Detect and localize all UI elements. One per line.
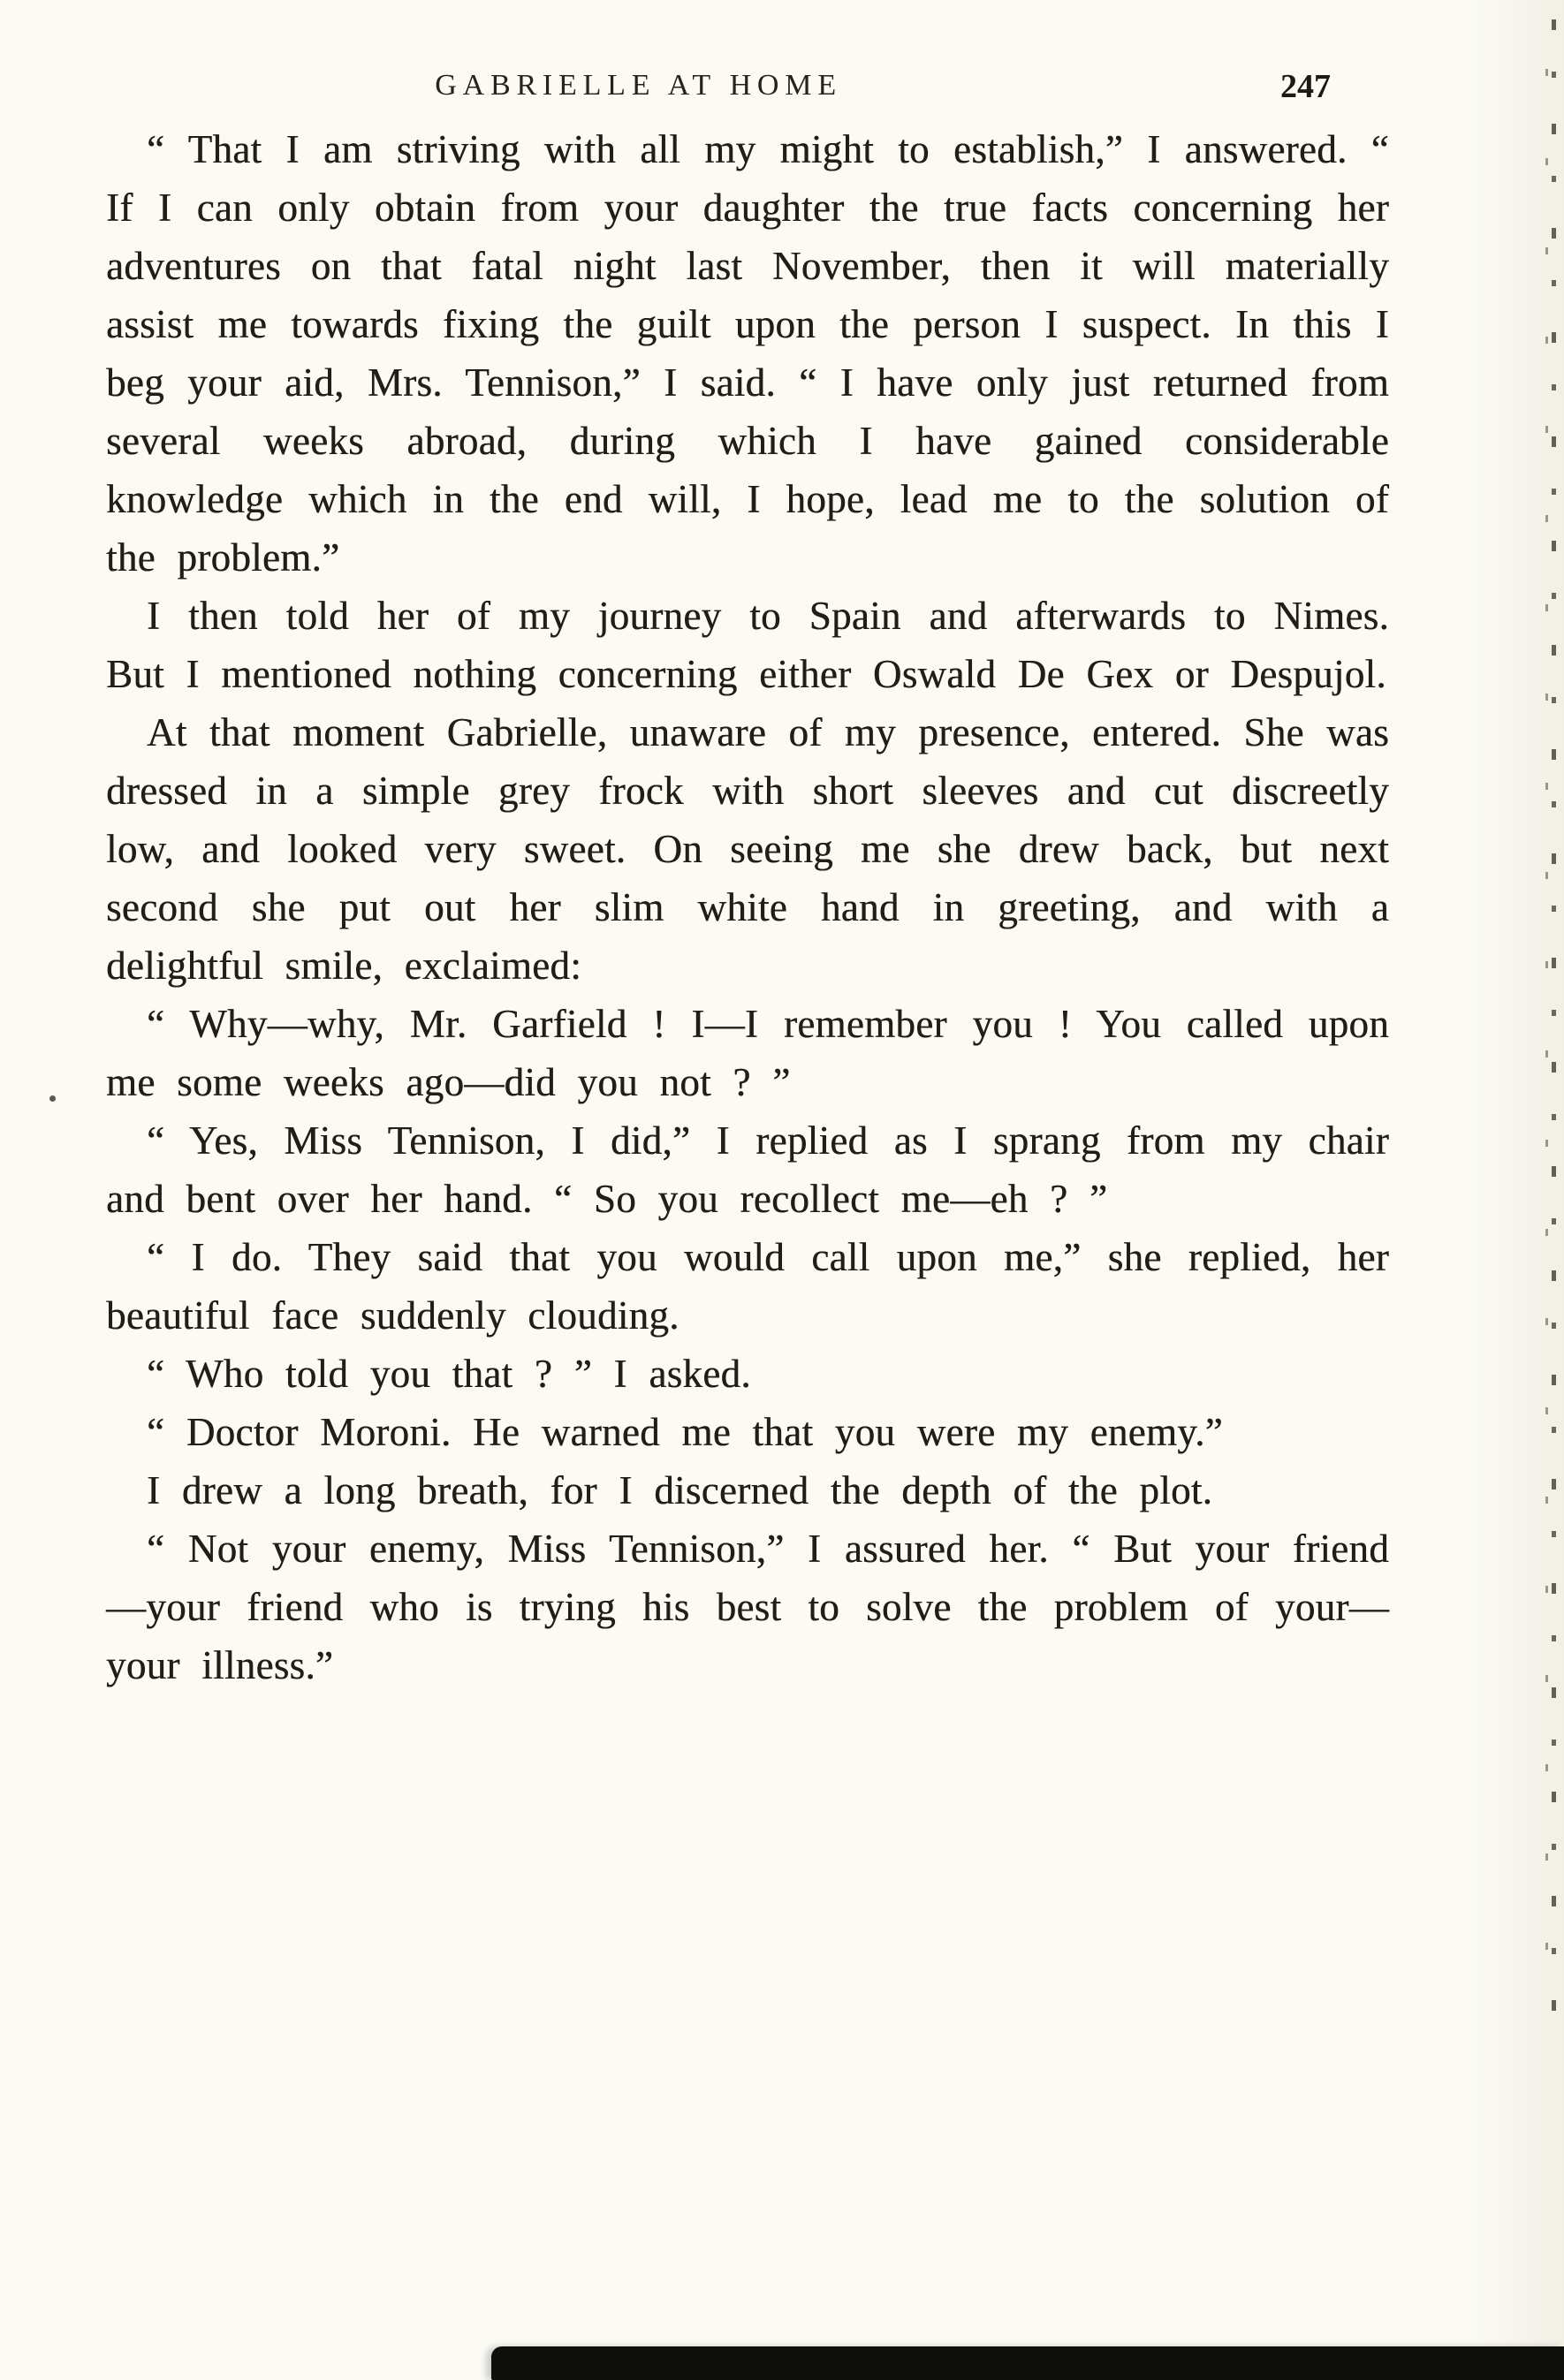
paragraph-9: I drew a long breath, for I discerned the depth of the plot. bbox=[147, 1468, 1213, 1512]
scan-noise-right-edge-secondary bbox=[1545, 39, 1548, 2018]
page-number: 247 bbox=[1280, 68, 1331, 105]
text-block bbox=[106, 67, 1389, 1694]
paragraph-4: “ Why—why, Mr. Garfield ! I—I remember you ! You called upon me some weeks ago—did you not ? ” bbox=[106, 1002, 1389, 1104]
paragraph-7: “ Who told you that ? ” I asked. bbox=[147, 1352, 751, 1396]
paragraph-8: “ Doctor Moroni. He warned me that you were my enemy.” bbox=[147, 1410, 1223, 1454]
scan-artifact-bottom-bar bbox=[491, 2346, 1564, 2380]
paragraph-5: “ Yes, Miss Tennison, I did,” I replied as I sprang from my chair and bent over her hand. “ So you recollect me—eh ? ” bbox=[106, 1118, 1389, 1221]
scan-speck bbox=[49, 1095, 56, 1102]
scan-noise-right-edge bbox=[1552, 19, 1556, 2043]
page-header bbox=[106, 67, 1389, 111]
paragraph-10: “ Not your enemy, Miss Tennison,” I assured her. “ But your friend—your friend who is trying his best to solve the problem of your—your illness.” bbox=[106, 1527, 1389, 1687]
paragraph-2: I then told her of my journey to Spain and afterwards to Nimes. But I mentioned nothing concerning either Oswald De Gex or Despujol. bbox=[106, 594, 1389, 696]
paragraph-3: At that moment Gabrielle, unaware of my presence, entered. She was dressed in a simple grey frock with short sleeves and cut discreetly low, and looked very sweet. On seeing me she drew back, but next second she put out her slim white hand in greeting, and with a delightful smile, exclaimed: bbox=[106, 710, 1389, 988]
paragraph-6: “ I do. They said that you would call upon me,” she replied, her beautiful face suddenly clouding. bbox=[106, 1235, 1389, 1338]
paragraph-1: “ That I am striving with all my might to establish,” I answered. “ If I can only obtain from your daughter the true facts concerning her adventures on that fatal night last November, then it will materially assist me towards fixing the guilt upon the person I suspect. In this I beg your aid, Mrs. Tennison,” I said. “ I have only just returned from several weeks abroad, during which I have gained considerable knowledge which in the end will, I hope, lead me to the solution of the problem.” bbox=[106, 127, 1389, 580]
body-text bbox=[106, 120, 1389, 1694]
running-head-title: GABRIELLE AT HOME bbox=[435, 69, 842, 102]
